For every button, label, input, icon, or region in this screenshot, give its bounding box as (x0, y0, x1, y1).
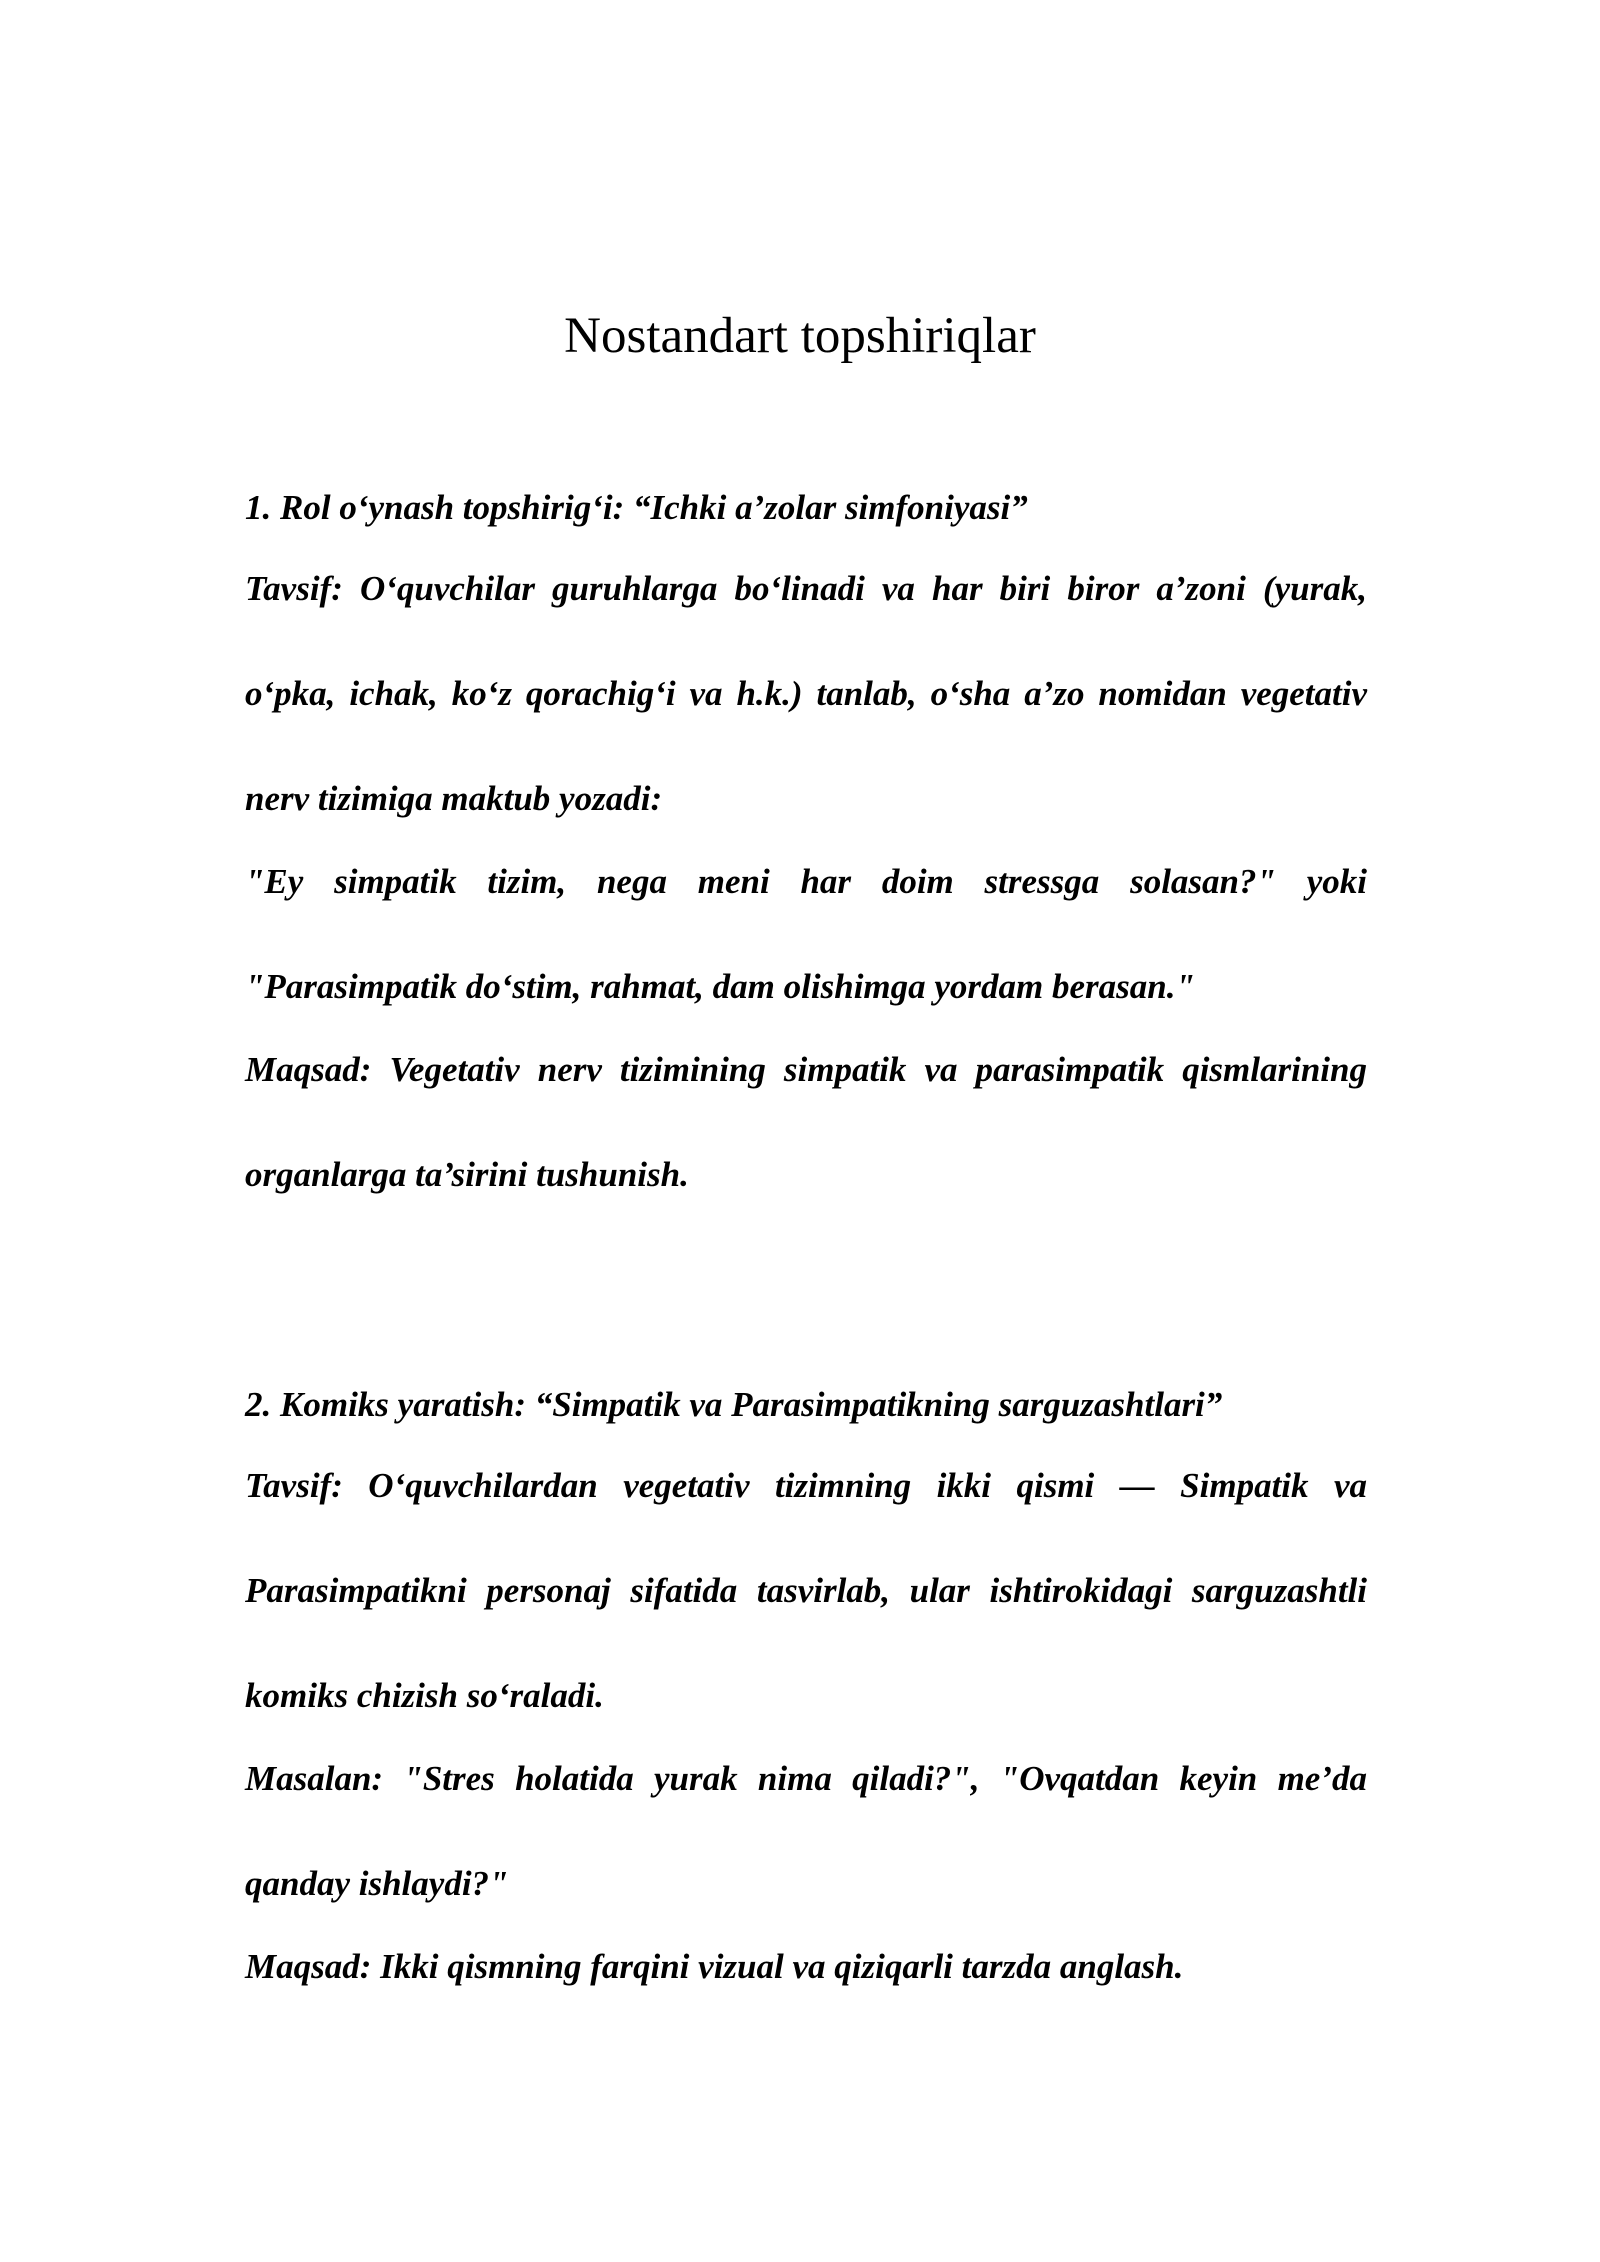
section-role-play (245, 478, 1367, 1227)
page-title: Nostandart topshiriqlar (564, 308, 1036, 364)
section-goal: Maqsad: Ikki qismning farqini vizual va qiziqarli tarzda anglash. (245, 1947, 1184, 1986)
section-heading: 2. Komiks yaratish: “Simpatik va Parasimpatikning sarguzashtlari” (245, 1385, 1223, 1424)
section-description: Tavsif: O‘quvchilardan vegetativ tizimning ikki qismi — Simpatik va Parasimpatikni personaj sifatida tasvirlab, ular ishtirokidagi sarguzashtli komiks chizish so‘raladi. (245, 1466, 1367, 1715)
section-goal: Maqsad: Vegetativ nerv tizimining simpatik va parasimpatik qismlarining organlarga ta’sirini tushunish. (245, 1050, 1367, 1194)
section-description: Tavsif: O‘quvchilar guruhlarga bo‘linadi va har biri biror a’zoni (yurak, o‘pka, ichak, ko‘z qorachig‘i va h.k.) tanlab, o‘sha a’zo nomidan vegetativ nerv tizimiga maktub yozadi: (245, 569, 1367, 818)
section-example: Masalan: "Stres holatida yurak nima qiladi?", "Ovqatdan keyin me’da qanday ishlaydi?" (245, 1759, 1367, 1903)
section-comics (245, 1375, 1367, 2019)
section-heading: 1. Rol o‘ynash topshirig‘i: “Ichki a’zolar simfoniyasi” (245, 488, 1028, 527)
section-example: "Ey simpatik tizim, nega meni har doim stressga solasan?" yoki "Parasimpatik do‘stim, rahmat, dam olishimga yordam berasan." (245, 862, 1367, 1006)
